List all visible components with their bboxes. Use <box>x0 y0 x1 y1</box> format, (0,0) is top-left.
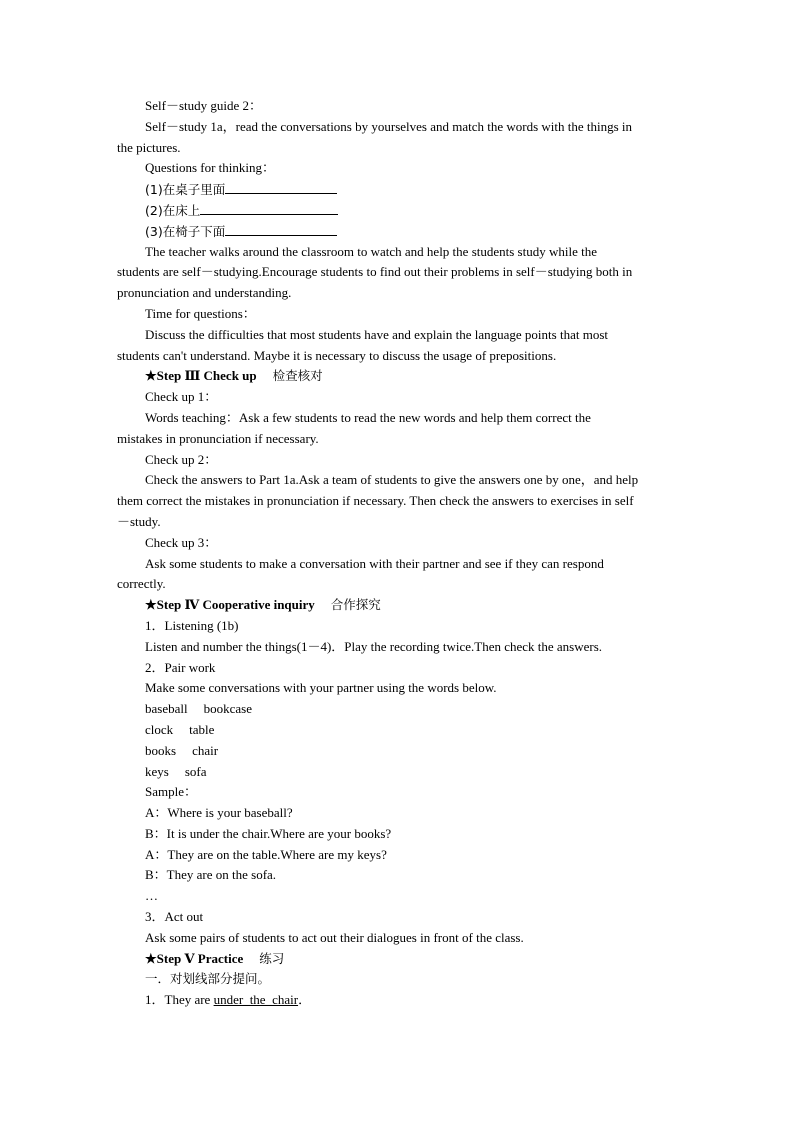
discuss-line: Discuss the difficulties that most students have and explain the language points that most <box>145 326 608 342</box>
document-body <box>117 96 679 1011</box>
check-up-line: mistakes in pronunciation if necessary. <box>117 430 319 446</box>
dialog-line: A：Where is your baseball? <box>145 805 293 821</box>
activity-title: 2．Pair work <box>145 659 216 675</box>
check-up-line: correctly. <box>117 576 166 592</box>
exercise-underlined: under_the_chair <box>213 992 299 1008</box>
word: bookcase <box>203 701 252 717</box>
word: clock <box>145 721 174 737</box>
question-item <box>117 179 679 200</box>
word-pair <box>117 762 679 783</box>
answer-blank <box>225 221 337 236</box>
word: books <box>145 742 177 758</box>
step-heading-en: ★Step Ⅳ Cooperative inquiry <box>145 597 315 613</box>
dialog-line: B：They are on the sofa. <box>145 867 277 883</box>
step-heading-en: ★Step Ⅲ Check up <box>145 368 257 384</box>
check-up-line: －study. <box>117 513 161 529</box>
activity-text: Ask some pairs of students to act out their dialogues in front of the class. <box>145 929 524 945</box>
question-text: (2)在床上 <box>145 202 201 218</box>
answer-blank <box>225 179 337 194</box>
activity-title: 1．Listening (1b) <box>145 617 239 633</box>
sample-label: Sample： <box>145 784 197 800</box>
word-pair <box>117 741 679 762</box>
question-text: (1)在桌子里面 <box>145 182 226 198</box>
step-heading <box>117 949 679 970</box>
word: sofa <box>184 763 207 779</box>
activity-title: 3．Act out <box>145 909 204 925</box>
dialog-line: B：It is under the chair.Where are your books? <box>145 825 392 841</box>
teacher-note-line: students are self－studying.Encourage students to find out their problems in self－studying both in <box>117 264 633 280</box>
time-label: Time for questions： <box>145 305 256 321</box>
exercise-section-title: 一．对划线部分提问。 <box>145 971 271 987</box>
check-up-line: them correct the mistakes in pronunciation if necessary. Then check the answers to exercises in self <box>117 493 634 509</box>
question-item <box>117 200 679 221</box>
check-up-label: Check up 3： <box>145 534 218 550</box>
answer-blank <box>200 200 338 215</box>
teacher-note-line: pronunciation and understanding. <box>117 285 292 301</box>
step-heading-en: ★Step Ⅴ Practice <box>145 950 244 966</box>
discuss-line: students can't understand. Maybe it is necessary to discuss the usage of prepositions. <box>117 347 557 363</box>
questions-label: Questions for thinking： <box>145 160 275 176</box>
activity-text: Listen and number the things(1－4)．Play the recording twice.Then check the answers. <box>145 638 603 654</box>
exercise-suffix: ． <box>298 992 312 1008</box>
exercise-item <box>117 990 679 1011</box>
dialog-line: A：They are on the table.Where are my keys? <box>145 846 387 862</box>
word: table <box>189 721 215 737</box>
check-up-label: Check up 2： <box>145 451 218 467</box>
activity-text: Make some conversations with your partner using the words below. <box>145 680 497 696</box>
question-item <box>117 221 679 242</box>
ellipsis: … <box>145 888 158 904</box>
check-up-line: Words teaching：Ask a few students to read the new words and help them correct the <box>145 409 591 425</box>
step-heading-cn: 检查核对 <box>272 368 323 384</box>
word: keys <box>145 763 169 779</box>
guide-task-line: Self－study 1a，read the conversations by yourselves and match the words with the things in <box>145 118 633 134</box>
check-up-label: Check up 1： <box>145 389 218 405</box>
step-heading <box>117 595 679 616</box>
exercise-prefix: 1．They are <box>145 992 214 1008</box>
word: baseball <box>145 701 188 717</box>
check-up-line: Ask some students to make a conversation with their partner and see if they can respond <box>145 555 604 571</box>
check-up-line: Check the answers to Part 1a.Ask a team of students to give the answers one by one，and help <box>145 472 639 488</box>
guide-task-line: the pictures. <box>117 139 181 155</box>
step-heading-cn: 练习 <box>259 950 285 966</box>
step-heading <box>117 366 679 387</box>
word: chair <box>192 742 219 758</box>
question-text: (3)在椅子下面 <box>145 223 226 239</box>
teacher-note-line: The teacher walks around the classroom to watch and help the students study while the <box>145 243 597 259</box>
word-pair <box>117 699 679 720</box>
step-heading-cn: 合作探究 <box>330 597 381 613</box>
guide-title: Self－study guide 2： <box>145 98 262 113</box>
word-pair <box>117 720 679 741</box>
